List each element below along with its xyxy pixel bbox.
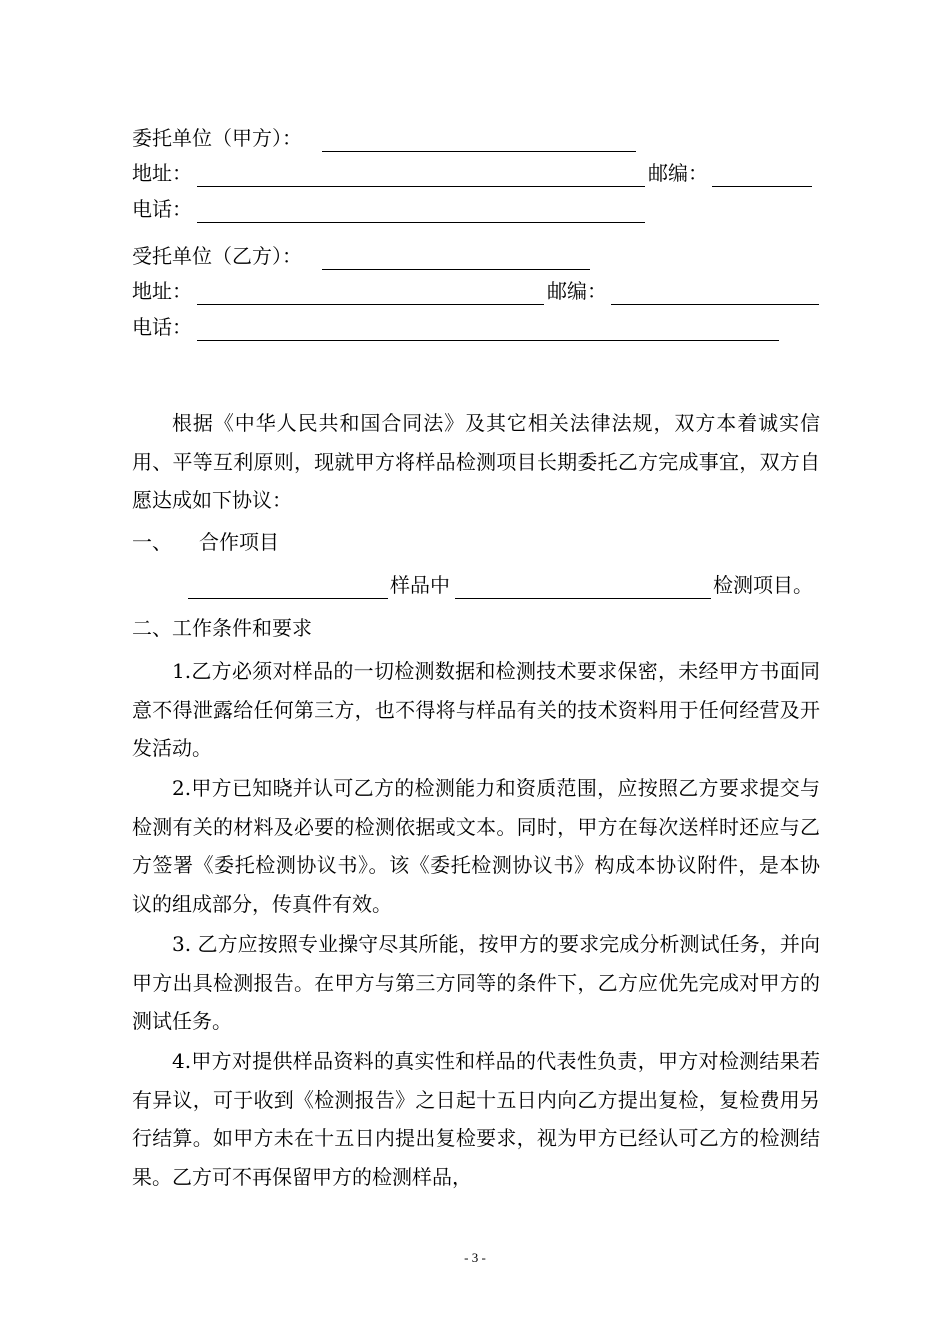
party-b-phone-label: 电话： bbox=[132, 315, 192, 339]
party-a-phone-field[interactable] bbox=[197, 222, 645, 223]
party-a-postcode-field[interactable] bbox=[712, 186, 812, 187]
party-b-postcode-field[interactable] bbox=[611, 304, 819, 305]
party-a-unit-field[interactable] bbox=[322, 151, 636, 152]
party-b-unit-label: 受托单位（乙方）： bbox=[132, 244, 302, 268]
party-a-address-field[interactable] bbox=[197, 186, 645, 187]
intro-paragraph: 根据《中华人民共和国合同法》及其它相关法律法规，双方本着诚实信用、平等互利原则，现就甲方将样品检测项目长期委托乙方完成事宜，双方自愿达成如下协议： bbox=[132, 411, 820, 512]
sample-label: 样品中 bbox=[390, 573, 450, 597]
sample-field[interactable] bbox=[188, 598, 388, 599]
party-b-address-label: 地址： bbox=[132, 279, 192, 303]
item-label: 检测项目。 bbox=[713, 573, 813, 597]
section-1-title: 合作项目 bbox=[199, 530, 279, 554]
clause-1: 1.乙方必须对样品的一切检测数据和检测技术要求保密，未经甲方书面同意不得泄露给任何第三方，也不得将与样品有关的技术资料用于任何经营及开发活动。 bbox=[132, 659, 820, 760]
clause-4: 4.甲方对提供样品资料的真实性和样品的代表性负责，甲方对检测结果若有异议，可于收到《检测报告》之日起十五日内向乙方提出复检，复检费用另行结算。如甲方未在十五日内提出复检要求，视为甲方已经认可乙方的检测结果。乙方可不再保留甲方的检测样品， bbox=[132, 1049, 820, 1189]
party-a-unit-label: 委托单位（甲方）： bbox=[132, 126, 302, 150]
party-a-phone-label: 电话： bbox=[132, 197, 192, 221]
party-b-address-field[interactable] bbox=[197, 304, 544, 305]
page-number: - 3 - bbox=[464, 1250, 486, 1265]
party-a-postcode-label: 邮编： bbox=[648, 161, 708, 185]
clause-2: 2.甲方已知晓并认可乙方的检测能力和资质范围，应按照乙方要求提交与检测有关的材料及必要的检测依据或文本。同时，甲方在每次送样时还应与乙方签署《委托检测协议书》。该《委托检测协议书》构成本协议附件，是本协议的组成部分，传真件有效。 bbox=[132, 776, 820, 916]
section-1-number: 一、 bbox=[132, 530, 172, 554]
clause-3: 3. 乙方应按照专业操守尽其所能，按甲方的要求完成分析测试任务，并向甲方出具检测报告。在甲方与第三方同等的条件下，乙方应优先完成对甲方的测试任务。 bbox=[132, 932, 820, 1033]
party-b-postcode-label: 邮编： bbox=[547, 279, 607, 303]
party-b-phone-field[interactable] bbox=[197, 340, 779, 341]
section-2-title: 二、工作条件和要求 bbox=[132, 616, 312, 640]
party-a-address-label: 地址： bbox=[132, 161, 192, 185]
test-item-field[interactable] bbox=[455, 598, 711, 599]
party-b-unit-field[interactable] bbox=[322, 269, 590, 270]
